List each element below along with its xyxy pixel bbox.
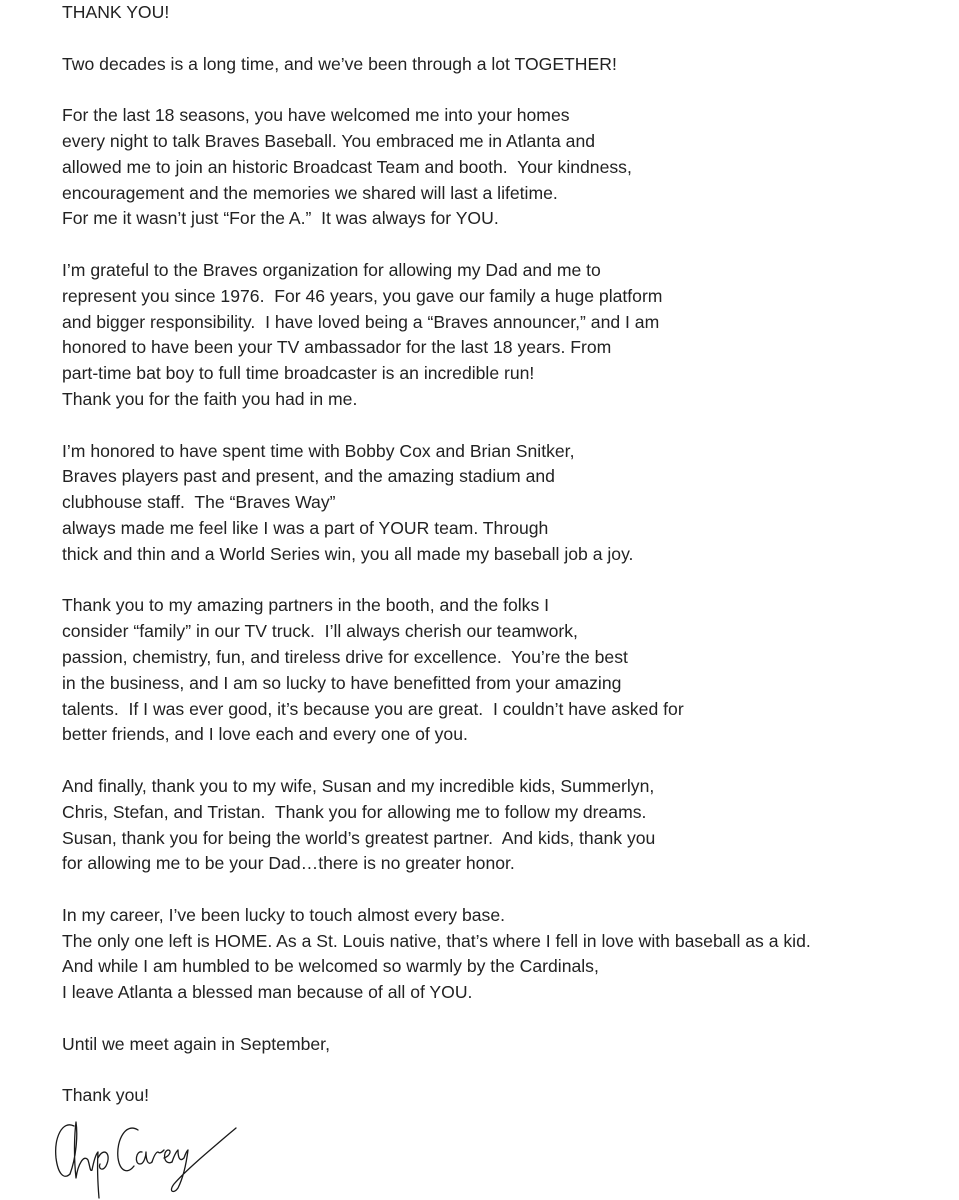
letter-line: And while I am humbled to be welcomed so warmly by the Cardinals,: [62, 956, 599, 977]
letter-line: Susan, thank you for being the world’s greatest partner. And kids, thank you: [62, 827, 656, 848]
paragraph-gap: [62, 1006, 942, 1032]
letter-line: every night to talk Braves Baseball. You embraced me in Atlanta and: [62, 130, 596, 151]
letter-line: I’m honored to have spent time with Bobby Cox and Brian Snitker,: [62, 440, 575, 461]
letter-line: always made me feel like I was a part of YOUR team. Through: [62, 517, 549, 538]
letter-line: passion, chemistry, fun, and tireless drive for excellence. You’re the best: [62, 646, 628, 667]
paragraph-gap: [62, 748, 942, 774]
letter-line: For the last 18 seasons, you have welcomed me into your homes: [62, 105, 570, 126]
paragraph-gap: [62, 568, 942, 594]
letter-line: represent you since 1976. For 46 years, you gave our family a huge platform: [62, 285, 663, 306]
letter-line: clubhouse staff. The “Braves Way”: [62, 492, 336, 513]
letter-line: talents. If I was ever good, it’s because you are great. I couldn’t have asked for: [62, 698, 684, 719]
letter-salutation: THANK YOU!: [62, 2, 170, 22]
paragraph-gap: [62, 1058, 942, 1084]
paragraph-gap: [62, 877, 942, 903]
letter-line: Until we meet again in September,: [62, 1033, 330, 1054]
paragraph-gap: [62, 413, 942, 439]
letter-line: Chris, Stefan, and Tristan. Thank you for allowing me to follow my dreams.: [62, 801, 647, 822]
letter-line: for allowing me to be your Dad…there is no greater honor.: [62, 853, 515, 874]
letter-line: honored to have been your TV ambassador for the last 18 years. From: [62, 337, 612, 358]
letter-line: Thank you!: [62, 1085, 150, 1106]
letter-body: [62, 0, 942, 1109]
letter-line: And finally, thank you to my wife, Susan and my incredible kids, Summerlyn,: [62, 775, 655, 796]
signature-icon: [50, 1108, 250, 1200]
letter-line: Two decades is a long time, and we’ve been through a lot TOGETHER!: [62, 53, 617, 74]
paragraph-gap: [62, 232, 942, 258]
paragraph-gap: [62, 77, 942, 103]
letter-line: encouragement and the memories we shared will last a lifetime.: [62, 182, 558, 203]
letter-line: part-time bat boy to full time broadcaster is an incredible run!: [62, 363, 535, 384]
letter-line: I leave Atlanta a blessed man because of all of YOU.: [62, 982, 473, 1003]
letter-line: Thank you to my amazing partners in the booth, and the folks I: [62, 595, 550, 616]
letter-line: thick and thin and a World Series win, you all made my baseball job a joy.: [62, 543, 634, 564]
letter-line: consider “family” in our TV truck. I’ll always cherish our teamwork,: [62, 621, 578, 642]
letter-line: in the business, and I am so lucky to have benefitted from your amazing: [62, 672, 622, 693]
letter-line: The only one left is HOME. As a St. Louis native, that’s where I fell in love with baseball as a kid.: [62, 930, 811, 951]
letter-line: and bigger responsibility. I have loved being a “Braves announcer,” and I am: [62, 311, 660, 332]
letter-line: better friends, and I love each and every one of you.: [62, 724, 468, 745]
letter-line: In my career, I’ve been lucky to touch almost every base.: [62, 904, 505, 925]
letter-line: For me it wasn’t just “For the A.” It was always for YOU.: [62, 208, 499, 229]
paragraph-gap: [62, 26, 942, 52]
letter-line: Braves players past and present, and the amazing stadium and: [62, 466, 555, 487]
letter-line: allowed me to join an historic Broadcast Team and booth. Your kindness,: [62, 156, 632, 177]
letter-line: I’m grateful to the Braves organization for allowing my Dad and me to: [62, 259, 601, 280]
letter-line: Thank you for the faith you had in me.: [62, 388, 358, 409]
